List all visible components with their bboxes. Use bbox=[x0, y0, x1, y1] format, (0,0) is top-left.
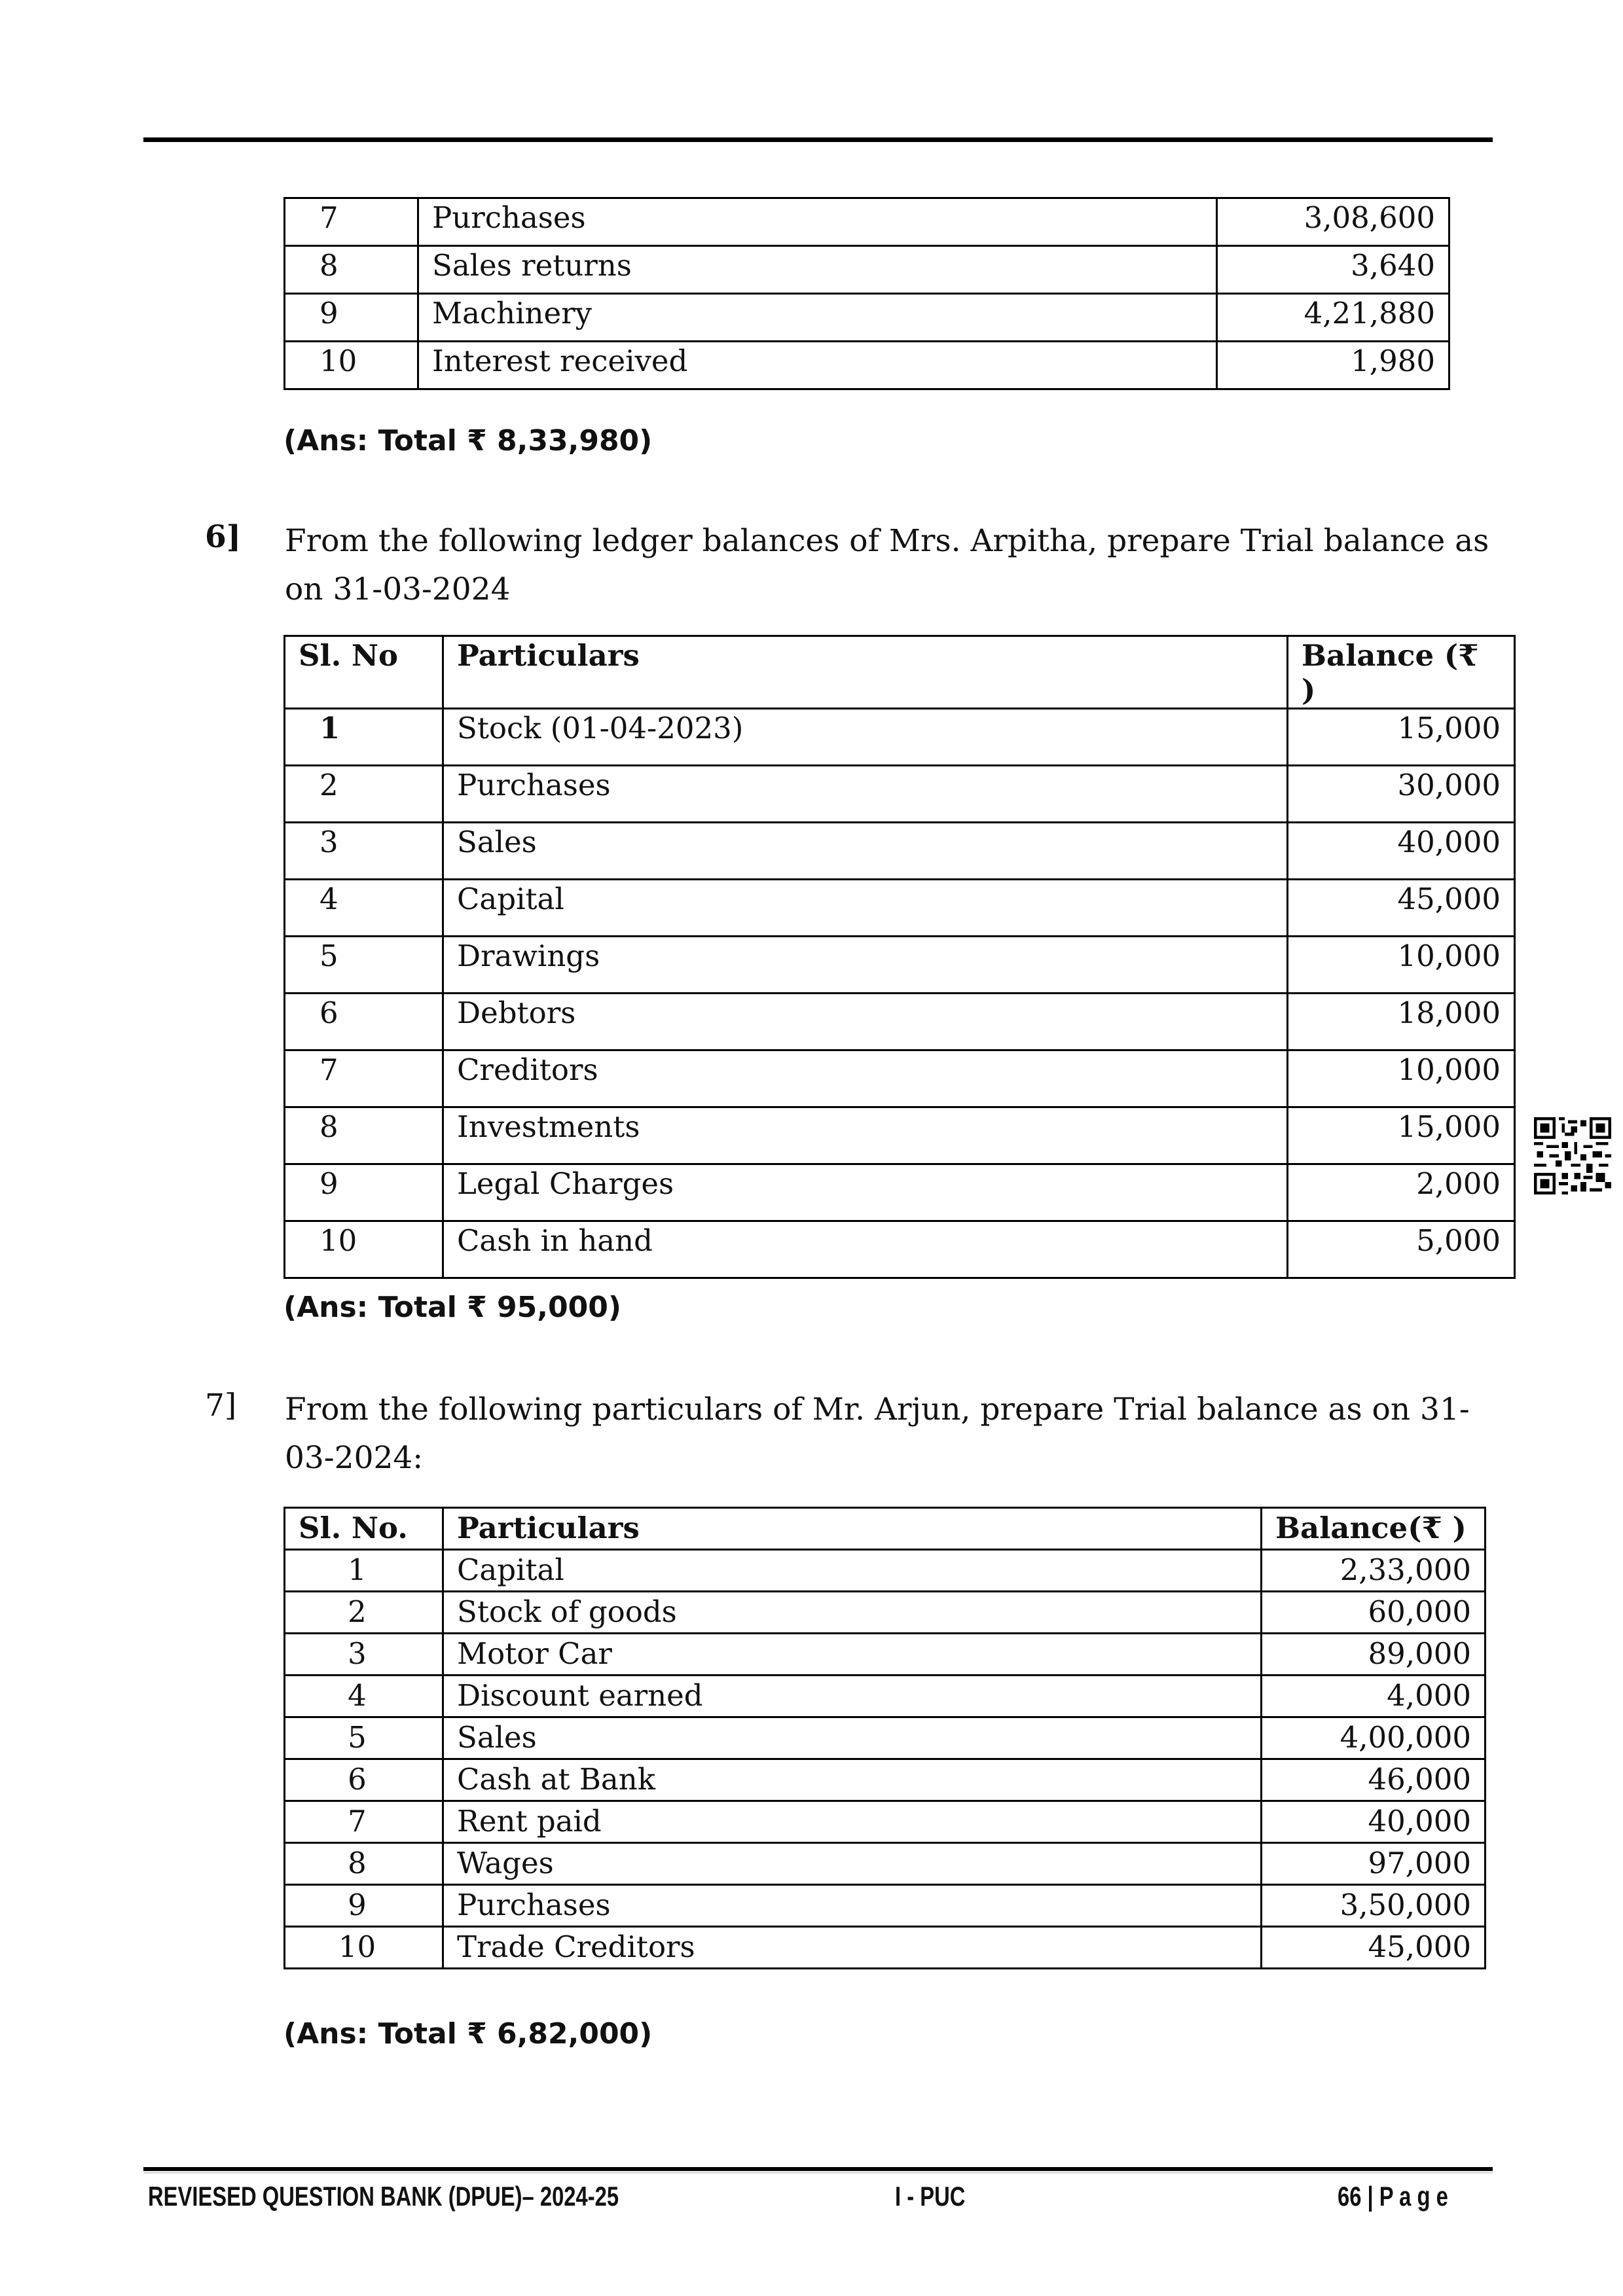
table-row bbox=[285, 937, 1515, 994]
particulars-cell: Rent paid bbox=[443, 1801, 1262, 1843]
particulars-cell: Motor Car bbox=[443, 1634, 1262, 1676]
table-row bbox=[285, 709, 1515, 766]
table-row bbox=[285, 198, 1450, 246]
balance-cell: 45,000 bbox=[1288, 880, 1515, 937]
sl-no-cell: 10 bbox=[285, 1221, 443, 1278]
question-number-6: 6] bbox=[205, 519, 241, 555]
continued-trial-balance-table bbox=[283, 197, 1450, 390]
table-row bbox=[285, 294, 1450, 342]
sl-no-cell: 2 bbox=[285, 766, 443, 823]
particulars-cell: Wages bbox=[443, 1843, 1262, 1885]
sl-no-cell: 7 bbox=[285, 198, 418, 246]
balance-cell: 30,000 bbox=[1288, 766, 1515, 823]
sl-no-cell: 4 bbox=[285, 880, 443, 937]
balance-cell: 40,000 bbox=[1262, 1801, 1486, 1843]
footer-rule-shadow bbox=[143, 2172, 1493, 2174]
table-row bbox=[285, 1550, 1486, 1592]
table-row bbox=[285, 1107, 1515, 1164]
particulars-cell: Sales bbox=[443, 1717, 1262, 1759]
balance-cell: 3,640 bbox=[1217, 246, 1450, 294]
footer-class: I - PUC bbox=[895, 2181, 966, 2212]
header-rule bbox=[143, 137, 1493, 142]
header-balance: Balance(₹ ) bbox=[1262, 1508, 1486, 1550]
question-number-7: 7] bbox=[205, 1388, 237, 1424]
sl-no-cell: 3 bbox=[285, 823, 443, 880]
sl-no-cell: 4 bbox=[285, 1676, 443, 1717]
table-row bbox=[285, 1676, 1486, 1717]
sl-no-cell: 8 bbox=[285, 1843, 443, 1885]
balance-cell: 1,980 bbox=[1217, 342, 1450, 389]
sl-no-cell: 6 bbox=[285, 1759, 443, 1801]
sl-no-cell: 9 bbox=[285, 1885, 443, 1927]
balance-cell: 4,000 bbox=[1262, 1676, 1486, 1717]
particulars-cell: Cash at Bank bbox=[443, 1759, 1262, 1801]
particulars-cell: Trade Creditors bbox=[443, 1927, 1262, 1969]
table-row bbox=[285, 1592, 1486, 1634]
balance-cell: 4,21,880 bbox=[1217, 294, 1450, 342]
sl-no-cell: 9 bbox=[285, 294, 418, 342]
sl-no-cell: 8 bbox=[285, 1107, 443, 1164]
sl-no-cell: 7 bbox=[285, 1801, 443, 1843]
footer-page-number: 66 | P a g e bbox=[1338, 2181, 1448, 2212]
table-row bbox=[285, 342, 1450, 389]
table-row bbox=[285, 1759, 1486, 1801]
particulars-cell: Purchases bbox=[443, 1885, 1262, 1927]
particulars-cell: Creditors bbox=[443, 1050, 1288, 1107]
question-text-7: From the following particulars of Mr. Arjun, prepare Trial balance as on 31-03-2024: bbox=[285, 1391, 1470, 1476]
balance-cell: 15,000 bbox=[1288, 709, 1515, 766]
balance-cell: 97,000 bbox=[1262, 1843, 1486, 1885]
header-balance: Balance (₹ ) bbox=[1288, 636, 1515, 709]
table-row bbox=[285, 1927, 1486, 1969]
balance-cell: 2,33,000 bbox=[1262, 1550, 1486, 1592]
footer-rule bbox=[143, 2167, 1493, 2171]
sl-no-cell: 10 bbox=[285, 342, 418, 389]
particulars-cell: Drawings bbox=[443, 937, 1288, 994]
particulars-cell: Sales bbox=[443, 823, 1288, 880]
balance-cell: 4,00,000 bbox=[1262, 1717, 1486, 1759]
trial-balance-table-q7 bbox=[283, 1507, 1486, 1969]
balance-cell: 60,000 bbox=[1262, 1592, 1486, 1634]
sl-no-cell: 7 bbox=[285, 1050, 443, 1107]
particulars-cell: Stock (01-04-2023) bbox=[443, 709, 1288, 766]
balance-cell: 46,000 bbox=[1262, 1759, 1486, 1801]
header-sl-no: Sl. No. bbox=[285, 1508, 443, 1550]
particulars-cell: Capital bbox=[443, 880, 1288, 937]
sl-no-cell: 1 bbox=[285, 709, 443, 766]
table-row bbox=[285, 1801, 1486, 1843]
table-row bbox=[285, 246, 1450, 294]
balance-cell: 10,000 bbox=[1288, 937, 1515, 994]
particulars-cell: Stock of goods bbox=[443, 1592, 1262, 1634]
particulars-cell: Purchases bbox=[443, 766, 1288, 823]
particulars-cell: Interest received bbox=[418, 342, 1217, 389]
balance-cell: 3,08,600 bbox=[1217, 198, 1450, 246]
balance-cell: 5,000 bbox=[1288, 1221, 1515, 1278]
balance-cell: 89,000 bbox=[1262, 1634, 1486, 1676]
answer-total-q5: (Ans: Total ₹ 8,33,980) bbox=[283, 424, 653, 457]
particulars-cell: Debtors bbox=[443, 994, 1288, 1050]
table-header-row bbox=[285, 1508, 1486, 1550]
table-row bbox=[285, 766, 1515, 823]
particulars-cell: Cash in hand bbox=[443, 1221, 1288, 1278]
balance-cell: 3,50,000 bbox=[1262, 1885, 1486, 1927]
particulars-cell: Capital bbox=[443, 1550, 1262, 1592]
table-row bbox=[285, 1221, 1515, 1278]
trial-balance-table-q6 bbox=[283, 635, 1516, 1279]
table-row bbox=[285, 880, 1515, 937]
balance-cell: 18,000 bbox=[1288, 994, 1515, 1050]
table-row bbox=[285, 1843, 1486, 1885]
particulars-cell: Purchases bbox=[418, 198, 1217, 246]
header-sl-no: Sl. No bbox=[285, 636, 443, 709]
balance-cell: 10,000 bbox=[1288, 1050, 1515, 1107]
particulars-cell: Legal Charges bbox=[443, 1164, 1288, 1221]
sl-no-cell: 8 bbox=[285, 246, 418, 294]
sl-no-cell: 3 bbox=[285, 1634, 443, 1676]
particulars-cell: Sales returns bbox=[418, 246, 1217, 294]
table-row bbox=[285, 1717, 1486, 1759]
particulars-cell: Investments bbox=[443, 1107, 1288, 1164]
header-particulars: Particulars bbox=[443, 636, 1288, 709]
answer-total-q7: (Ans: Total ₹ 6,82,000) bbox=[283, 2017, 653, 2051]
footer-title: REVIESED QUESTION BANK (DPUE)– 2024-25 bbox=[148, 2181, 619, 2212]
balance-cell: 45,000 bbox=[1262, 1927, 1486, 1969]
sl-no-cell: 9 bbox=[285, 1164, 443, 1221]
table-row bbox=[285, 1634, 1486, 1676]
table-header-row bbox=[285, 636, 1515, 709]
table-row bbox=[285, 1164, 1515, 1221]
particulars-cell: Machinery bbox=[418, 294, 1217, 342]
qr-code-icon[interactable] bbox=[1534, 1117, 1611, 1194]
sl-no-cell: 5 bbox=[285, 937, 443, 994]
sl-no-cell: 5 bbox=[285, 1717, 443, 1759]
table-row bbox=[285, 1050, 1515, 1107]
table-row bbox=[285, 823, 1515, 880]
balance-cell: 40,000 bbox=[1288, 823, 1515, 880]
balance-cell: 2,000 bbox=[1288, 1164, 1515, 1221]
balance-cell: 15,000 bbox=[1288, 1107, 1515, 1164]
particulars-cell: Discount earned bbox=[443, 1676, 1262, 1717]
question-text-6: From the following ledger balances of Mrs. Arpitha, prepare Trial balance as on 31-03-2024 bbox=[285, 523, 1489, 607]
sl-no-cell: 6 bbox=[285, 994, 443, 1050]
table-row bbox=[285, 1885, 1486, 1927]
header-particulars: Particulars bbox=[443, 1508, 1262, 1550]
sl-no-cell: 1 bbox=[285, 1550, 443, 1592]
sl-no-cell: 2 bbox=[285, 1592, 443, 1634]
table-row bbox=[285, 994, 1515, 1050]
answer-total-q6: (Ans: Total ₹ 95,000) bbox=[283, 1291, 621, 1324]
sl-no-cell: 10 bbox=[285, 1927, 443, 1969]
